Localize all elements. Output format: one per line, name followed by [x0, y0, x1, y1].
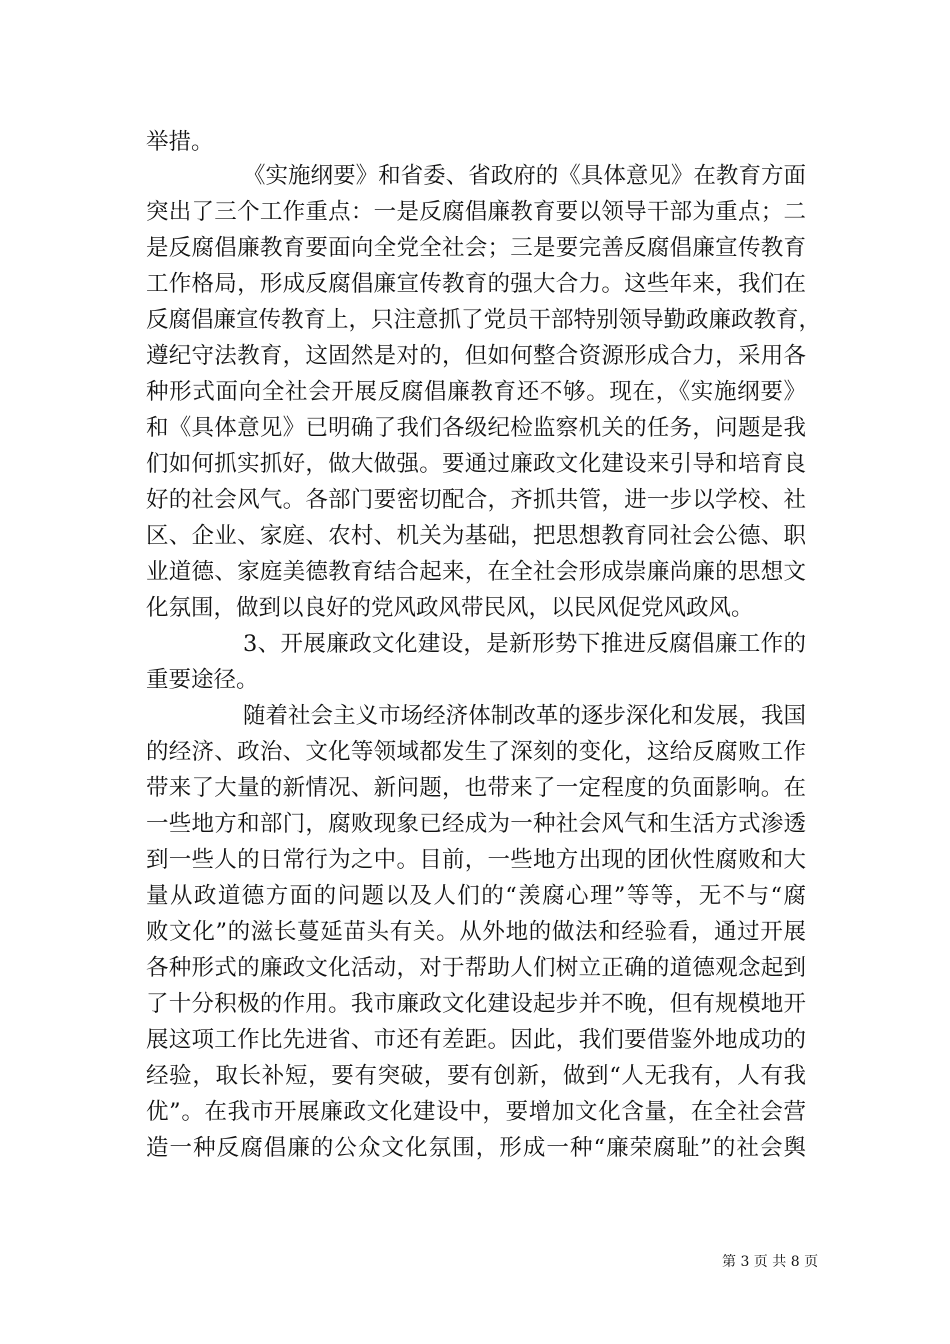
text-line: 量从政道德方面的问题以及人们的“羡腐心理”等等，无不与“腐 — [146, 883, 806, 909]
text-line: 带来了大量的新情况、新问题，也带来了一定程度的负面影响。在 — [146, 775, 806, 801]
text-line: 举措。 — [146, 129, 214, 155]
text-line: 各种形式的廉政文化活动，对于帮助人们树立正确的道德观念起到 — [146, 955, 806, 981]
text-line: 了十分积极的作用。我市廉政文化建设起步并不晚，但有规模地开 — [146, 991, 806, 1017]
text-line: 是反腐倡廉教育要面向全党全社会；三是要完善反腐倡廉宣传教育 — [146, 235, 806, 261]
text-line: 突出了三个工作重点：一是反腐倡廉教育要以领导干部为重点；二 — [146, 199, 806, 225]
text-line: 反腐倡廉宣传教育上，只注意抓了党员干部特别领导勤政廉政教育， — [146, 307, 822, 333]
text-line: 种形式面向全社会开展反腐倡廉教育还不够。现在，《实施纲要》 — [146, 379, 806, 405]
text-line: 败文化”的滋长蔓延苗头有关。从外地的做法和经验看，通过开展 — [146, 919, 806, 945]
text-line: 到一些人的日常行为之中。目前，一些地方出现的团伙性腐败和大 — [146, 847, 806, 873]
text-line: 优”。在我市开展廉政文化建设中，要增加文化含量，在全社会营 — [146, 1099, 806, 1125]
text-line: 经验，取长补短，要有突破，要有创新，做到“人无我有，人有我 — [146, 1063, 806, 1089]
text-line: 遵纪守法教育，这固然是对的，但如何整合资源形成合力，采用各 — [146, 343, 806, 369]
text-line: 的经济、政治、文化等领域都发生了深刻的变化，这给反腐败工作 — [146, 739, 806, 765]
text-line: 造一种反腐倡廉的公众文化氛围，形成一种“廉荣腐耻”的社会舆 — [146, 1135, 806, 1161]
page-number: 第 3 页 共 8 页 — [722, 1254, 819, 1270]
text-line: 和《具体意见》已明确了我们各级纪检监察机关的任务，问题是我 — [146, 415, 806, 441]
section-heading-line: 重要途径。 — [146, 667, 259, 693]
text-line: 业道德、家庭美德教育结合起来，在全社会形成崇廉尚廉的思想文 — [146, 559, 806, 585]
text-line: 展这项工作比先进省、市还有差距。因此，我们要借鉴外地成功的 — [146, 1027, 806, 1053]
text-line: 区、企业、家庭、农村、机关为基础，把思想教育同社会公德、职 — [146, 523, 806, 549]
paragraph-first-line: 《实施纲要》和省委、省政府的《具体意见》在教育方面 — [243, 163, 806, 189]
text-line: 化氛围，做到以良好的党风政风带民风，以民风促党风政风。 — [146, 595, 754, 621]
text-line: 一些地方和部门，腐败现象已经成为一种社会风气和生活方式渗透 — [146, 811, 806, 837]
section-heading-line: 3、开展廉政文化建设，是新形势下推进反腐倡廉工作的 — [243, 631, 806, 657]
text-line: 们如何抓实抓好，做大做强。要通过廉政文化建设来引导和培育良 — [146, 451, 806, 477]
paragraph-first-line: 随着社会主义市场经济体制改革的逐步深化和发展，我国 — [243, 703, 806, 729]
text-line: 好的社会风气。各部门要密切配合，齐抓共管，进一步以学校、社 — [146, 487, 806, 513]
text-line: 工作格局，形成反腐倡廉宣传教育的强大合力。这些年来，我们在 — [146, 271, 806, 297]
